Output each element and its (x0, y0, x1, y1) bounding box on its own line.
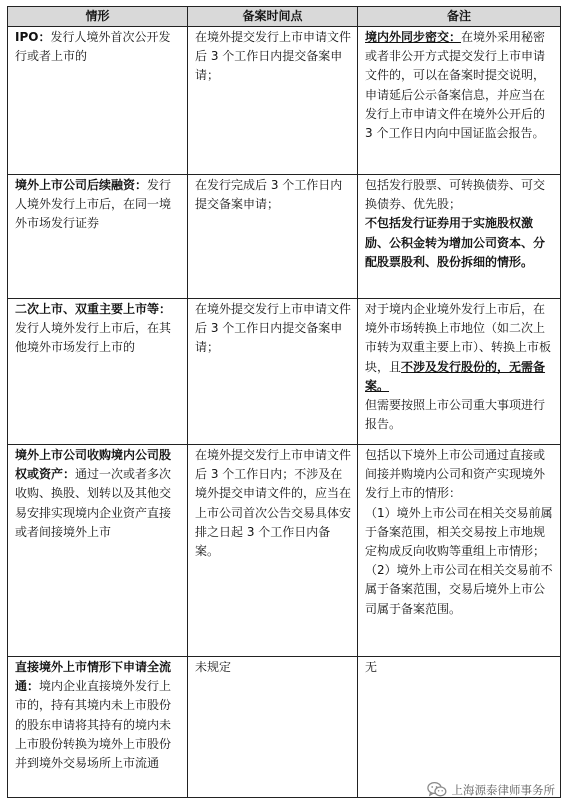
note-cell (358, 299, 561, 445)
timing-text: 在境外提交发行上市申请文件后 3 个工作日内；不涉及在境外提交申请文件的，应当在上市公司首次公告交易具体安排之日起 3 个工作日内备案。 (195, 448, 352, 559)
situation-text: 通过一次或者多次收购、换股、划转以及其他交易安排实现境内企业资产直接或者间接境外上市 (15, 467, 172, 539)
timing-text: 在境外提交发行上市申请文件后 3 个工作日内提交备案申请； (195, 302, 352, 355)
filing-table (7, 6, 561, 798)
note-cell (358, 27, 561, 175)
table-row (8, 657, 561, 798)
note-cell (358, 657, 561, 798)
note-bold-text: 不包括发行证券用于实施股权激励、公积金转为增加公司资本、分配股票股利、股份拆细的情形。 (365, 216, 546, 269)
timing-cell (188, 299, 358, 445)
table-row (8, 27, 561, 175)
note-bold-underline: 不涉及发行股份的，无需备案。 (365, 359, 546, 393)
table-row (8, 445, 561, 657)
note-text: 包括发行股票、可转换债券、可交换债券、优先股； (365, 178, 546, 212)
situation-title: 直接境外上市情形下申请全流通： (15, 660, 172, 694)
note-text: 无 (365, 660, 378, 674)
situation-cell (8, 27, 188, 175)
header-filing-time: 备案时间点 (188, 7, 358, 27)
timing-text: 在发行完成后 3 个工作日内提交备案申请； (195, 178, 343, 212)
situation-cell (8, 299, 188, 445)
note-text: 对于境内企业境外发行上市后，在境外市场转换上市地位（如二次上市转为双重主要上市）、转换上市板块，且 (365, 302, 552, 374)
note-cell (358, 445, 561, 657)
watermark (427, 781, 556, 798)
situation-title: 境外上市公司收购境内公司股权或资产： (15, 448, 172, 482)
wechat-icon (427, 781, 447, 798)
timing-text: 在境外提交发行上市申请文件后 3 个工作日内提交备案申请； (195, 30, 352, 83)
note-text: 包括以下境外上市公司通过直接或间接并购境内公司和资产实现境外发行上市的情形： (365, 448, 546, 501)
timing-cell (188, 27, 358, 175)
header-remarks: 备注 (358, 7, 561, 27)
timing-cell (188, 657, 358, 798)
table-row (8, 175, 561, 299)
situation-text: 发行人境外发行上市后，在其他境外市场发行上市的 (15, 321, 172, 355)
timing-cell (188, 175, 358, 299)
note-bold-title: 境内外同步密交： (365, 30, 462, 44)
note-cell (358, 175, 561, 299)
note-item-1: （1）境外上市公司在相关交易前属于备案范围，相关交易按上市地规定构成反向收购等重组上市情形； (365, 505, 553, 559)
situation-title: IPO： (15, 30, 51, 44)
situation-text: 发行人境外首次公开发行或者上市的 (15, 30, 171, 64)
note-item-2: （2）境外上市公司在相关交易前不属于备案范围，交易后境外上市公司属于备案范围。 (365, 563, 553, 616)
note-text: 在境外采用秘密或者非公开方式提交发行上市申请文件的，可以在备案时提交说明，申请延后公示备案信息，并应当在发行上市申请文件在境外公开后的 3 个工作日内向中国证监会报告。 (365, 30, 546, 141)
timing-cell (188, 445, 358, 657)
header-situation: 情形 (8, 7, 188, 27)
situation-cell (8, 657, 188, 798)
situation-cell (8, 175, 188, 299)
situation-title: 二次上市、双重主要上市等： (15, 302, 172, 316)
table-header-row (8, 7, 561, 27)
situation-text: 境内企业直接境外发行上市的，持有其境内未上市股份的股东申请将其持有的境内未上市股份转换为境外上市股份并到境外交易场所上市流通 (15, 679, 172, 771)
situation-title: 境外上市公司后续融资： (15, 178, 148, 192)
watermark-text: 上海源泰律师事务所 (451, 782, 555, 797)
table-row (8, 299, 561, 445)
note-text-2: 但需要按照上市公司重大事项进行报告。 (365, 398, 546, 432)
situation-cell (8, 445, 188, 657)
timing-text: 未规定 (195, 660, 232, 674)
situation-text: 发行人境外发行上市后，在同一境外市场发行证券 (15, 178, 172, 231)
